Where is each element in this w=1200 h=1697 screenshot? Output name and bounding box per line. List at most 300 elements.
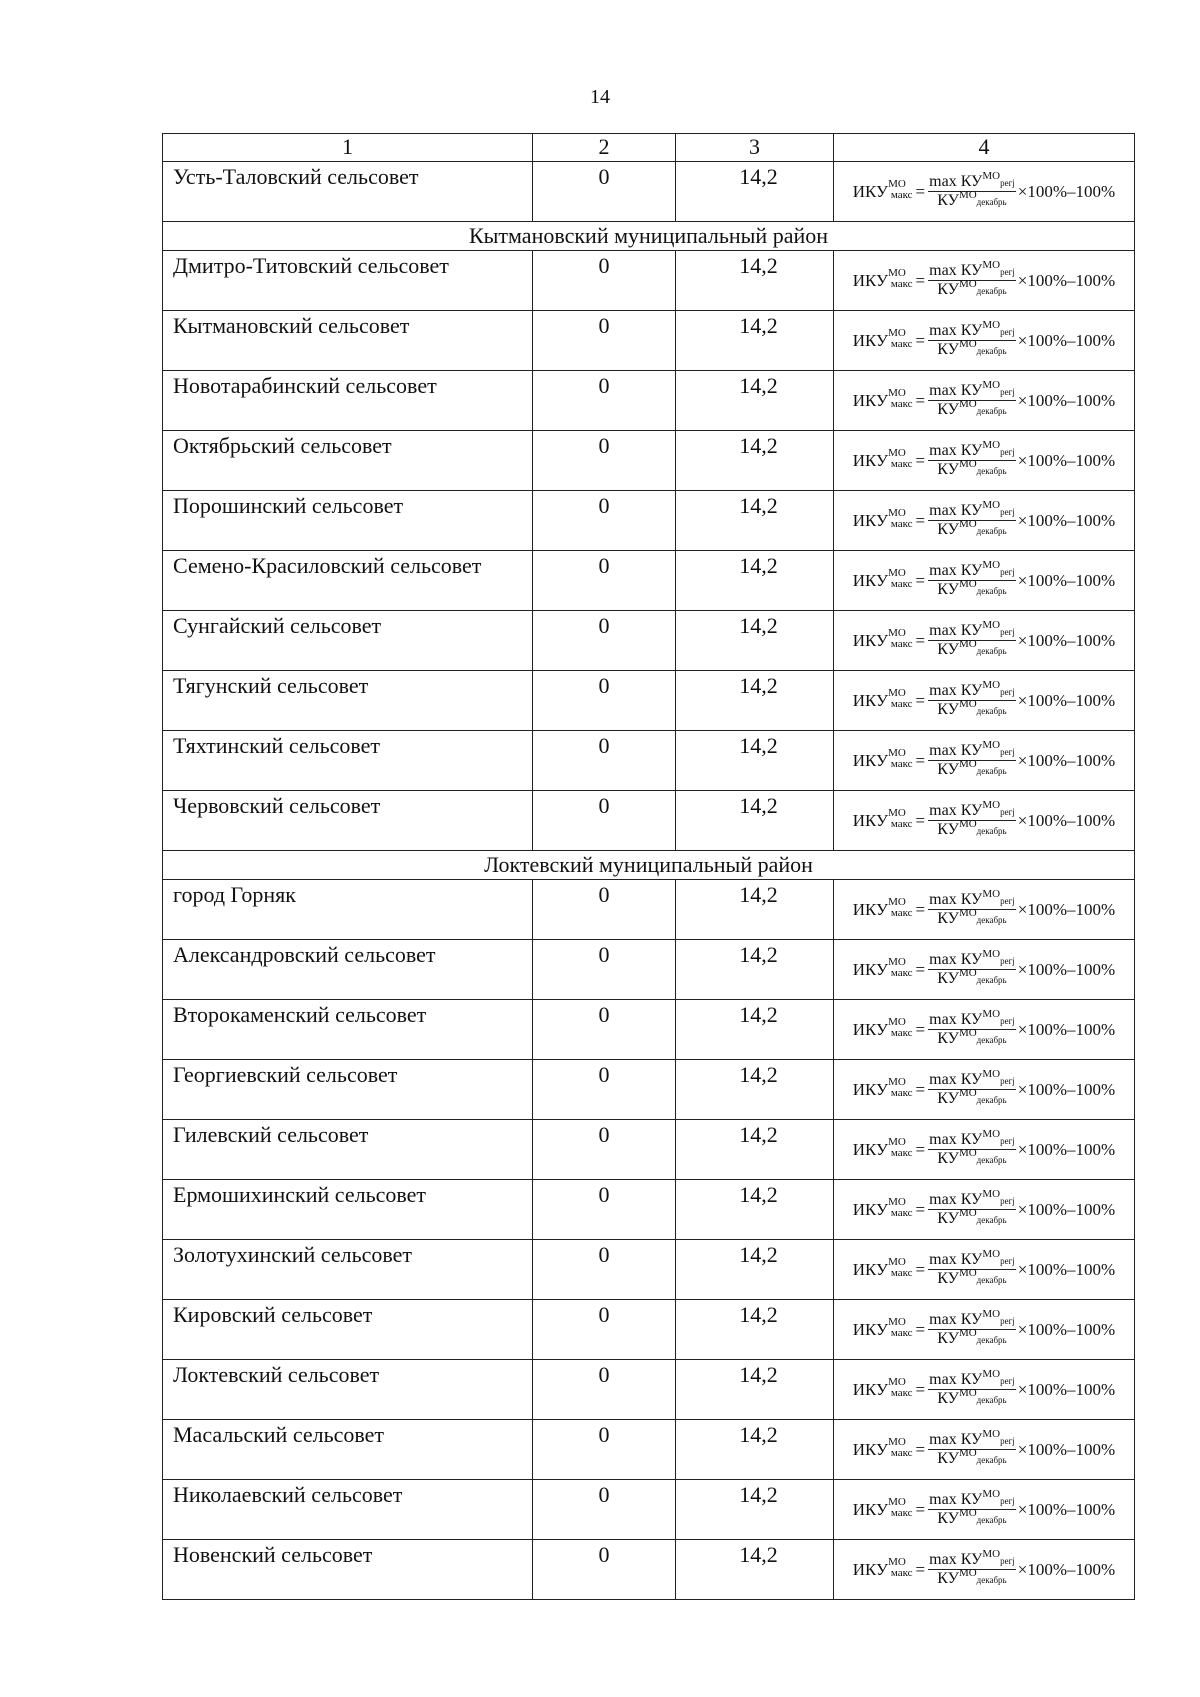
table-body xyxy=(163,134,1135,1600)
table-row xyxy=(163,940,1135,1000)
formula-den-sup: МО xyxy=(958,907,977,919)
formula-fraction xyxy=(928,439,1016,478)
formula-den-sup: МО xyxy=(958,638,977,650)
formula-num-text: max КУ xyxy=(929,382,983,399)
formula-lhs-sup: МО xyxy=(888,1136,906,1148)
formula-equals: = xyxy=(915,1020,926,1039)
column-3-value: 14,2 xyxy=(676,1180,834,1240)
formula-lhs: ИКУ xyxy=(852,1500,889,1519)
formula-cell xyxy=(834,491,1135,551)
formula-den-sub: декабрь xyxy=(976,197,1007,207)
formula-num-sup: МО xyxy=(982,559,1001,571)
formula-den-sup: МО xyxy=(958,338,977,350)
formula-cell xyxy=(834,1060,1135,1120)
formula-denominator xyxy=(937,907,1007,927)
column-2-value: 0 xyxy=(533,431,676,491)
formula-equals: = xyxy=(915,571,926,590)
formula-cell xyxy=(834,1360,1135,1420)
settlement-name: город Горняк xyxy=(163,880,533,940)
formula-num-sup: МО xyxy=(982,888,1001,900)
column-2-value: 0 xyxy=(533,791,676,851)
column-2-value: 0 xyxy=(533,1060,676,1120)
column-header-3: 3 xyxy=(676,134,834,162)
formula-fraction xyxy=(928,1548,1016,1587)
formula-lhs-sup: МО xyxy=(888,567,906,579)
formula-equals: = xyxy=(915,960,926,979)
formula-num-text: max КУ xyxy=(929,682,983,699)
settlement-name: Новотарабинский сельсовет xyxy=(163,371,533,431)
formula-den-text: КУ xyxy=(937,1030,959,1047)
formula-num-text: max КУ xyxy=(929,891,983,908)
formula-denominator xyxy=(937,398,1007,418)
formula-num-sup: МО xyxy=(982,439,1001,451)
formula-equals: = xyxy=(915,811,926,830)
settlement-name: Георгиевский сельсовет xyxy=(163,1060,533,1120)
table-row xyxy=(163,251,1135,311)
formula-lhs-sub: макс xyxy=(890,1087,913,1099)
column-3-value: 14,2 xyxy=(676,1420,834,1480)
formula-num-text: max КУ xyxy=(929,262,983,279)
formula-den-sub: декабрь xyxy=(976,526,1007,536)
formula-cell xyxy=(834,1300,1135,1360)
formula-tail: ×100%–100% xyxy=(1017,511,1116,530)
formula-fraction xyxy=(928,499,1016,538)
formula-lhs-sup: МО xyxy=(888,1196,906,1208)
formula xyxy=(834,799,1134,838)
column-2-value: 0 xyxy=(533,611,676,671)
settlement-name: Усть-Таловский сельсовет xyxy=(163,162,533,222)
formula-num-sup: МО xyxy=(982,739,1001,751)
formula-fraction xyxy=(928,379,1016,418)
formula-denominator xyxy=(937,1267,1007,1287)
column-header-1: 1 xyxy=(163,134,533,162)
column-header-4: 4 xyxy=(834,134,1135,162)
formula-num-sub: регj xyxy=(1000,1196,1015,1206)
page-number: 14 xyxy=(590,86,610,108)
formula-num-text: max КУ xyxy=(929,173,983,190)
formula-den-text: КУ xyxy=(937,641,959,658)
settlement-name: Кировский сельсовет xyxy=(163,1300,533,1360)
table-row xyxy=(163,1000,1135,1060)
section-title: Кытмановский муниципальный район xyxy=(163,222,1135,251)
formula-lhs: ИКУ xyxy=(852,1320,889,1339)
formula-equals: = xyxy=(915,751,926,770)
column-header-2: 2 xyxy=(533,134,676,162)
formula-lhs: ИКУ xyxy=(852,182,889,201)
formula xyxy=(834,1128,1134,1167)
formula-lhs-sup: МО xyxy=(888,178,906,190)
formula-den-sup: МО xyxy=(958,698,977,710)
column-2-value: 0 xyxy=(533,1240,676,1300)
formula xyxy=(834,319,1134,358)
formula-lhs-sub: макс xyxy=(890,967,913,979)
formula-denominator xyxy=(937,278,1007,298)
formula-lhs-sub: макс xyxy=(890,638,913,650)
formula-num-text: max КУ xyxy=(929,622,983,639)
column-2-value: 0 xyxy=(533,371,676,431)
formula-cell xyxy=(834,791,1135,851)
formula-den-sub: декабрь xyxy=(976,826,1007,836)
formula-den-text: КУ xyxy=(937,192,959,209)
formula-denominator xyxy=(937,338,1007,358)
formula-lhs: ИКУ xyxy=(852,751,889,770)
formula-den-text: КУ xyxy=(937,1510,959,1527)
formula-cell xyxy=(834,551,1135,611)
formula-den-text: КУ xyxy=(937,581,959,598)
formula-denominator xyxy=(937,1087,1007,1107)
formula-equals: = xyxy=(915,511,926,530)
settlement-name: Тяхтинский сельсовет xyxy=(163,731,533,791)
formula-lhs: ИКУ xyxy=(852,1140,889,1159)
formula-lhs-sub: макс xyxy=(890,1327,913,1339)
formula xyxy=(834,259,1134,298)
table-row xyxy=(163,1540,1135,1600)
formula-num-text: max КУ xyxy=(929,502,983,519)
formula-num-sub: регj xyxy=(1000,956,1015,966)
formula-num-sub: регj xyxy=(1000,507,1015,517)
formula-den-sub: декабрь xyxy=(976,1215,1007,1225)
formula-num-sup: МО xyxy=(982,1548,1001,1560)
formula-num-sub: регj xyxy=(1000,896,1015,906)
table-row xyxy=(163,1360,1135,1420)
formula-num-sub: регj xyxy=(1000,267,1015,277)
table-row xyxy=(163,791,1135,851)
formula-equals: = xyxy=(915,900,926,919)
formula-lhs-sup: МО xyxy=(888,1256,906,1268)
formula xyxy=(834,499,1134,538)
formula-num-text: max КУ xyxy=(929,1311,983,1328)
formula-den-text: КУ xyxy=(937,1090,959,1107)
column-2-value: 0 xyxy=(533,491,676,551)
column-2-value: 0 xyxy=(533,1180,676,1240)
formula-lhs-sub: макс xyxy=(890,818,913,830)
formula-lhs-sub: макс xyxy=(890,1447,913,1459)
formula-lhs: ИКУ xyxy=(852,631,889,650)
formula-num-text: max КУ xyxy=(929,802,983,819)
formula-num-sub: регj xyxy=(1000,1316,1015,1326)
column-2-value: 0 xyxy=(533,940,676,1000)
formula xyxy=(834,1368,1134,1407)
formula-num-sup: МО xyxy=(982,499,1001,511)
formula xyxy=(834,1188,1134,1227)
formula xyxy=(834,1248,1134,1287)
formula-den-sup: МО xyxy=(958,1087,977,1099)
formula-denominator xyxy=(937,818,1007,838)
formula xyxy=(834,619,1134,658)
formula-num-sub: регj xyxy=(1000,627,1015,637)
formula-den-sup: МО xyxy=(958,1387,977,1399)
formula xyxy=(834,948,1134,987)
formula-num-sub: регj xyxy=(1000,1136,1015,1146)
formula-tail: ×100%–100% xyxy=(1017,331,1116,350)
formula-den-text: КУ xyxy=(937,821,959,838)
formula-lhs: ИКУ xyxy=(852,1020,889,1039)
formula-num-sup: МО xyxy=(982,319,1001,331)
formula-lhs-sub: макс xyxy=(890,1207,913,1219)
formula-den-sup: МО xyxy=(958,518,977,530)
formula-tail: ×100%–100% xyxy=(1017,1560,1116,1579)
column-3-value: 14,2 xyxy=(676,791,834,851)
formula-lhs-sup: МО xyxy=(888,1436,906,1448)
formula-den-text: КУ xyxy=(937,761,959,778)
formula-lhs: ИКУ xyxy=(852,391,889,410)
formula-lhs-sub: макс xyxy=(890,518,913,530)
formula-equals: = xyxy=(915,331,926,350)
formula-denominator xyxy=(937,1147,1007,1167)
formula-den-sub: декабрь xyxy=(976,766,1007,776)
formula-lhs-sub: макс xyxy=(890,398,913,410)
formula-lhs-sup: МО xyxy=(888,1556,906,1568)
column-3-value: 14,2 xyxy=(676,431,834,491)
formula-lhs: ИКУ xyxy=(852,1380,889,1399)
formula-denominator xyxy=(937,518,1007,538)
formula-lhs-sub: макс xyxy=(890,1027,913,1039)
formula-tail: ×100%–100% xyxy=(1017,1320,1116,1339)
formula-den-sub: декабрь xyxy=(976,1035,1007,1045)
formula-den-sub: декабрь xyxy=(976,975,1007,985)
formula-lhs-sup: МО xyxy=(888,807,906,819)
column-3-value: 14,2 xyxy=(676,162,834,222)
formula-den-sub: декабрь xyxy=(976,346,1007,356)
header-row xyxy=(163,134,1135,162)
formula-den-text: КУ xyxy=(937,1450,959,1467)
formula-cell xyxy=(834,1000,1135,1060)
formula xyxy=(834,1548,1134,1587)
formula-tail: ×100%–100% xyxy=(1017,1020,1116,1039)
formula-num-text: max КУ xyxy=(929,1011,983,1028)
formula xyxy=(834,888,1134,927)
column-3-value: 14,2 xyxy=(676,311,834,371)
settlement-name: Ермошихинский сельсовет xyxy=(163,1180,533,1240)
column-3-value: 14,2 xyxy=(676,1000,834,1060)
formula-den-sub: декабрь xyxy=(976,1155,1007,1165)
formula-equals: = xyxy=(915,1500,926,1519)
settlement-name: Тягунский сельсовет xyxy=(163,671,533,731)
formula-den-sub: декабрь xyxy=(976,1395,1007,1405)
formula-denominator xyxy=(937,967,1007,987)
formula-den-sub: декабрь xyxy=(976,286,1007,296)
column-3-value: 14,2 xyxy=(676,1120,834,1180)
table-row xyxy=(163,311,1135,371)
formula-lhs: ИКУ xyxy=(852,1560,889,1579)
formula-lhs-sup: МО xyxy=(888,1016,906,1028)
formula-num-sup: МО xyxy=(982,1308,1001,1320)
formula-fraction xyxy=(928,739,1016,778)
formula-lhs-sub: макс xyxy=(890,1267,913,1279)
formula-denominator xyxy=(937,1387,1007,1407)
formula-tail: ×100%–100% xyxy=(1017,182,1116,201)
table-row xyxy=(163,491,1135,551)
formula-lhs: ИКУ xyxy=(852,451,889,470)
formula-denominator xyxy=(937,1327,1007,1347)
column-2-value: 0 xyxy=(533,671,676,731)
column-3-value: 14,2 xyxy=(676,611,834,671)
table-row xyxy=(163,1060,1135,1120)
formula-num-sub: регj xyxy=(1000,807,1015,817)
formula-den-sup: МО xyxy=(958,1507,977,1519)
formula-tail: ×100%–100% xyxy=(1017,451,1116,470)
formula-lhs-sub: макс xyxy=(890,758,913,770)
formula-fraction xyxy=(928,1188,1016,1227)
formula-num-sup: МО xyxy=(982,679,1001,691)
formula-lhs: ИКУ xyxy=(852,960,889,979)
table-row xyxy=(163,162,1135,222)
formula-lhs-sup: МО xyxy=(888,327,906,339)
formula-lhs-sub: макс xyxy=(890,1147,913,1159)
formula-tail: ×100%–100% xyxy=(1017,1080,1116,1099)
column-3-value: 14,2 xyxy=(676,491,834,551)
formula-cell xyxy=(834,611,1135,671)
formula-den-text: КУ xyxy=(937,1570,959,1587)
formula-denominator xyxy=(937,758,1007,778)
formula-tail: ×100%–100% xyxy=(1017,631,1116,650)
formula-den-sub: декабрь xyxy=(976,1455,1007,1465)
formula-fraction xyxy=(928,319,1016,358)
formula-num-sub: регj xyxy=(1000,747,1015,757)
formula-den-sub: декабрь xyxy=(976,706,1007,716)
table-row xyxy=(163,431,1135,491)
formula-fraction xyxy=(928,1248,1016,1287)
settlement-name: Николаевский сельсовет xyxy=(163,1480,533,1540)
formula-fraction xyxy=(928,1368,1016,1407)
formula-lhs: ИКУ xyxy=(852,900,889,919)
formula-fraction xyxy=(928,619,1016,658)
formula-num-sub: регj xyxy=(1000,178,1015,188)
formula-num-text: max КУ xyxy=(929,1071,983,1088)
formula xyxy=(834,1428,1134,1467)
formula-den-sub: декабрь xyxy=(976,1335,1007,1345)
formula-num-sub: регj xyxy=(1000,1496,1015,1506)
formula-equals: = xyxy=(915,1380,926,1399)
formula-den-sup: МО xyxy=(958,278,977,290)
formula-den-sup: МО xyxy=(958,1027,977,1039)
formula-num-sub: регj xyxy=(1000,387,1015,397)
formula-den-sub: декабрь xyxy=(976,1515,1007,1525)
formula-equals: = xyxy=(915,1200,926,1219)
formula-lhs-sub: макс xyxy=(890,278,913,290)
formula-num-sup: МО xyxy=(982,1368,1001,1380)
formula-den-text: КУ xyxy=(937,401,959,418)
formula-lhs-sub: макс xyxy=(890,189,913,201)
table-row xyxy=(163,1420,1135,1480)
column-3-value: 14,2 xyxy=(676,251,834,311)
formula-lhs-sup: МО xyxy=(888,627,906,639)
formula-num-sub: регj xyxy=(1000,1556,1015,1566)
formula-cell xyxy=(834,371,1135,431)
formula-den-text: КУ xyxy=(937,461,959,478)
formula-lhs-sub: макс xyxy=(890,1507,913,1519)
settlement-name: Дмитро-Титовский сельсовет xyxy=(163,251,533,311)
formula-equals: = xyxy=(915,1080,926,1099)
column-3-value: 14,2 xyxy=(676,1480,834,1540)
formula-tail: ×100%–100% xyxy=(1017,1140,1116,1159)
formula-equals: = xyxy=(915,182,926,201)
formula-num-sub: регj xyxy=(1000,1016,1015,1026)
column-2-value: 0 xyxy=(533,251,676,311)
formula-lhs: ИКУ xyxy=(852,1200,889,1219)
formula-den-text: КУ xyxy=(937,341,959,358)
formula-cell xyxy=(834,311,1135,371)
formula-num-sup: МО xyxy=(982,1488,1001,1500)
formula-num-sup: МО xyxy=(982,1128,1001,1140)
section-row xyxy=(163,222,1135,251)
table-row xyxy=(163,1180,1135,1240)
formula-lhs-sup: МО xyxy=(888,507,906,519)
formula-lhs: ИКУ xyxy=(852,1440,889,1459)
formula-den-text: КУ xyxy=(937,1150,959,1167)
formula xyxy=(834,739,1134,778)
formula-lhs: ИКУ xyxy=(852,571,889,590)
table-row xyxy=(163,1300,1135,1360)
settlement-name: Червовский сельсовет xyxy=(163,791,533,851)
table-row xyxy=(163,671,1135,731)
formula-equals: = xyxy=(915,1260,926,1279)
formula-den-sup: МО xyxy=(958,578,977,590)
column-3-value: 14,2 xyxy=(676,880,834,940)
formula-num-sup: МО xyxy=(982,1428,1001,1440)
column-3-value: 14,2 xyxy=(676,371,834,431)
formula-lhs-sub: макс xyxy=(890,907,913,919)
table-row xyxy=(163,611,1135,671)
formula-num-text: max КУ xyxy=(929,562,983,579)
formula-denominator xyxy=(937,1567,1007,1587)
formula-denominator xyxy=(937,1027,1007,1047)
formula-num-sup: МО xyxy=(982,1068,1001,1080)
formula-cell xyxy=(834,671,1135,731)
formula-den-sub: декабрь xyxy=(976,586,1007,596)
formula-num-sub: регj xyxy=(1000,447,1015,457)
table-row xyxy=(163,1480,1135,1540)
formula-equals: = xyxy=(915,1320,926,1339)
formula-den-sup: МО xyxy=(958,1147,977,1159)
column-2-value: 0 xyxy=(533,1360,676,1420)
formula xyxy=(834,379,1134,418)
formula-fraction xyxy=(928,1068,1016,1107)
section-title: Локтевский муниципальный район xyxy=(163,851,1135,880)
formula-num-sup: МО xyxy=(982,170,1001,182)
formula-den-sub: декабрь xyxy=(976,915,1007,925)
formula-num-sub: регj xyxy=(1000,1376,1015,1386)
settlement-name: Локтевский сельсовет xyxy=(163,1360,533,1420)
formula-num-text: max КУ xyxy=(929,1491,983,1508)
formula-den-sup: МО xyxy=(958,458,977,470)
formula-lhs-sup: МО xyxy=(888,1376,906,1388)
formula-fraction xyxy=(928,1488,1016,1527)
formula-equals: = xyxy=(915,1440,926,1459)
table-row xyxy=(163,551,1135,611)
column-2-value: 0 xyxy=(533,880,676,940)
formula-fraction xyxy=(928,1128,1016,1167)
formula-den-text: КУ xyxy=(937,1210,959,1227)
settlement-name: Новенский сельсовет xyxy=(163,1540,533,1600)
formula-equals: = xyxy=(915,271,926,290)
formula-cell xyxy=(834,1180,1135,1240)
formula-lhs-sub: макс xyxy=(890,1567,913,1579)
formula xyxy=(834,1008,1134,1047)
formula-lhs: ИКУ xyxy=(852,271,889,290)
column-3-value: 14,2 xyxy=(676,1300,834,1360)
formula-fraction xyxy=(928,888,1016,927)
formula-lhs-sub: макс xyxy=(890,1387,913,1399)
formula-num-text: max КУ xyxy=(929,1191,983,1208)
formula-cell xyxy=(834,1420,1135,1480)
column-2-value: 0 xyxy=(533,311,676,371)
formula-lhs: ИКУ xyxy=(852,1080,889,1099)
formula-lhs: ИКУ xyxy=(852,811,889,830)
settlement-name: Гилевский сельсовет xyxy=(163,1120,533,1180)
formula-den-sub: декабрь xyxy=(976,406,1007,416)
formula-tail: ×100%–100% xyxy=(1017,1440,1116,1459)
